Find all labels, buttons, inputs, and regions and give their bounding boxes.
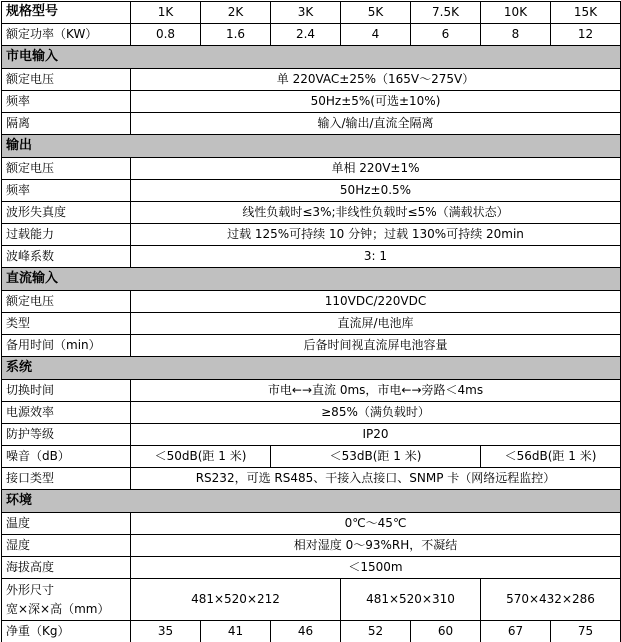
temperature-row <box>2 513 621 535</box>
mains-frequency-label: 频率 <box>2 91 131 113</box>
altitude-row <box>2 557 621 579</box>
altitude-value: ＜1500m <box>131 557 621 579</box>
humidity-label: 湿度 <box>2 535 131 557</box>
weight-cell: 52 <box>341 621 411 642</box>
noise-value-medium: ＜53dB(距 1 米) <box>271 446 481 468</box>
efficiency-row <box>2 402 621 424</box>
noise-value-small: ＜50dB(距 1 米) <box>131 446 271 468</box>
output-voltage-row <box>2 158 621 180</box>
model-cell-2k: 2K <box>201 2 271 24</box>
interface-label: 接口类型 <box>2 468 131 490</box>
weight-cell: 46 <box>271 621 341 642</box>
rated-power-cell: 2.4 <box>271 24 341 46</box>
section-title-output: 输出 <box>2 135 621 158</box>
rated-power-cell: 1.6 <box>201 24 271 46</box>
noise-label: 噪音（dB） <box>2 446 131 468</box>
weight-row <box>2 621 621 642</box>
protection-value: IP20 <box>131 424 621 446</box>
distortion-label: 波形失真度 <box>2 202 131 224</box>
interface-row <box>2 468 621 490</box>
dc-type-label: 类型 <box>2 313 131 335</box>
mains-voltage-label: 额定电压 <box>2 69 131 91</box>
distortion-value: 线性负载时≤3%;非线性负载时≤5%（满载状态） <box>131 202 621 224</box>
isolation-row <box>2 113 621 135</box>
overload-row <box>2 224 621 246</box>
distortion-row <box>2 202 621 224</box>
noise-value-large: ＜56dB(距 1 米) <box>481 446 621 468</box>
protection-row <box>2 424 621 446</box>
section-title-mains-input: 市电输入 <box>2 46 621 69</box>
dc-voltage-row <box>2 291 621 313</box>
efficiency-value: ≥85%（满负载时） <box>131 402 621 424</box>
crest-factor-label: 波峰系数 <box>2 246 131 268</box>
transfer-time-row <box>2 380 621 402</box>
section-title-environment: 环境 <box>2 490 621 513</box>
dc-type-value: 直流屏/电池库 <box>131 313 621 335</box>
section-system <box>2 357 621 380</box>
weight-cell: 60 <box>411 621 481 642</box>
dimensions-label-line1: 外形尺寸 <box>6 582 55 597</box>
backup-time-label: 备用时间（min） <box>2 335 131 357</box>
transfer-time-value: 市电←→直流 0ms，市电←→旁路＜4ms <box>131 380 621 402</box>
temperature-label: 温度 <box>2 513 131 535</box>
isolation-value: 输入/输出/直流全隔离 <box>131 113 621 135</box>
dc-voltage-value: 110VDC/220VDC <box>131 291 621 313</box>
model-row-label: 规格型号 <box>2 2 131 24</box>
crest-factor-value: 3: 1 <box>131 246 621 268</box>
section-mains-input <box>2 46 621 69</box>
output-voltage-label: 额定电压 <box>2 158 131 180</box>
section-output <box>2 135 621 158</box>
humidity-value: 相对湿度 0～93%RH，不凝结 <box>131 535 621 557</box>
protection-label: 防护等级 <box>2 424 131 446</box>
dimensions-value-medium: 481×520×310 <box>341 579 481 621</box>
output-frequency-label: 频率 <box>2 180 131 202</box>
dimensions-value-small: 481×520×212 <box>131 579 341 621</box>
rated-power-row <box>2 24 621 46</box>
rated-power-cell: 0.8 <box>131 24 201 46</box>
dc-type-row <box>2 313 621 335</box>
weight-cell: 35 <box>131 621 201 642</box>
output-frequency-row <box>2 180 621 202</box>
crest-factor-row <box>2 246 621 268</box>
weight-label: 净重（Kg） <box>2 621 131 642</box>
model-cell-10k: 10K <box>481 2 551 24</box>
rated-power-label: 额定功率（KW） <box>2 24 131 46</box>
output-frequency-value: 50Hz±0.5% <box>131 180 621 202</box>
overload-label: 过载能力 <box>2 224 131 246</box>
model-cell-3k: 3K <box>271 2 341 24</box>
weight-cell: 67 <box>481 621 551 642</box>
interface-value: RS232，可选 RS485、干接入点接口、SNMP 卡（网络远程监控） <box>131 468 621 490</box>
model-cell-5k: 5K <box>341 2 411 24</box>
mains-frequency-value: 50Hz±5%(可选±10%) <box>131 91 621 113</box>
section-title-system: 系统 <box>2 357 621 380</box>
section-environment <box>2 490 621 513</box>
mains-voltage-row <box>2 69 621 91</box>
section-dc-input <box>2 268 621 291</box>
efficiency-label: 电源效率 <box>2 402 131 424</box>
output-voltage-value: 单相 220V±1% <box>131 158 621 180</box>
mains-voltage-value: 单 220VAC±25%（165V～275V） <box>131 69 621 91</box>
altitude-label: 海拔高度 <box>2 557 131 579</box>
dimensions-label-line2: 宽×深×高（mm） <box>6 601 110 616</box>
isolation-label: 隔离 <box>2 113 131 135</box>
backup-time-row <box>2 335 621 357</box>
dimensions-label <box>2 579 131 621</box>
transfer-time-label: 切换时间 <box>2 380 131 402</box>
temperature-value: 0℃～45℃ <box>131 513 621 535</box>
rated-power-cell: 6 <box>411 24 481 46</box>
noise-row <box>2 446 621 468</box>
rated-power-cell: 4 <box>341 24 411 46</box>
mains-frequency-row <box>2 91 621 113</box>
weight-cell: 41 <box>201 621 271 642</box>
dimensions-row <box>2 579 621 621</box>
rated-power-cell: 12 <box>551 24 621 46</box>
section-title-dc-input: 直流输入 <box>2 268 621 291</box>
model-cell-7-5k: 7.5K <box>411 2 481 24</box>
overload-value: 过载 125%可持续 10 分钟；过载 130%可持续 20min <box>131 224 621 246</box>
weight-cell: 75 <box>551 621 621 642</box>
model-cell-15k: 15K <box>551 2 621 24</box>
model-header-row <box>2 2 621 24</box>
model-cell-1k: 1K <box>131 2 201 24</box>
dc-voltage-label: 额定电压 <box>2 291 131 313</box>
humidity-row <box>2 535 621 557</box>
dimensions-value-large: 570×432×286 <box>481 579 621 621</box>
spec-table <box>1 1 621 642</box>
rated-power-cell: 8 <box>481 24 551 46</box>
backup-time-value: 后备时间视直流屏电池容量 <box>131 335 621 357</box>
